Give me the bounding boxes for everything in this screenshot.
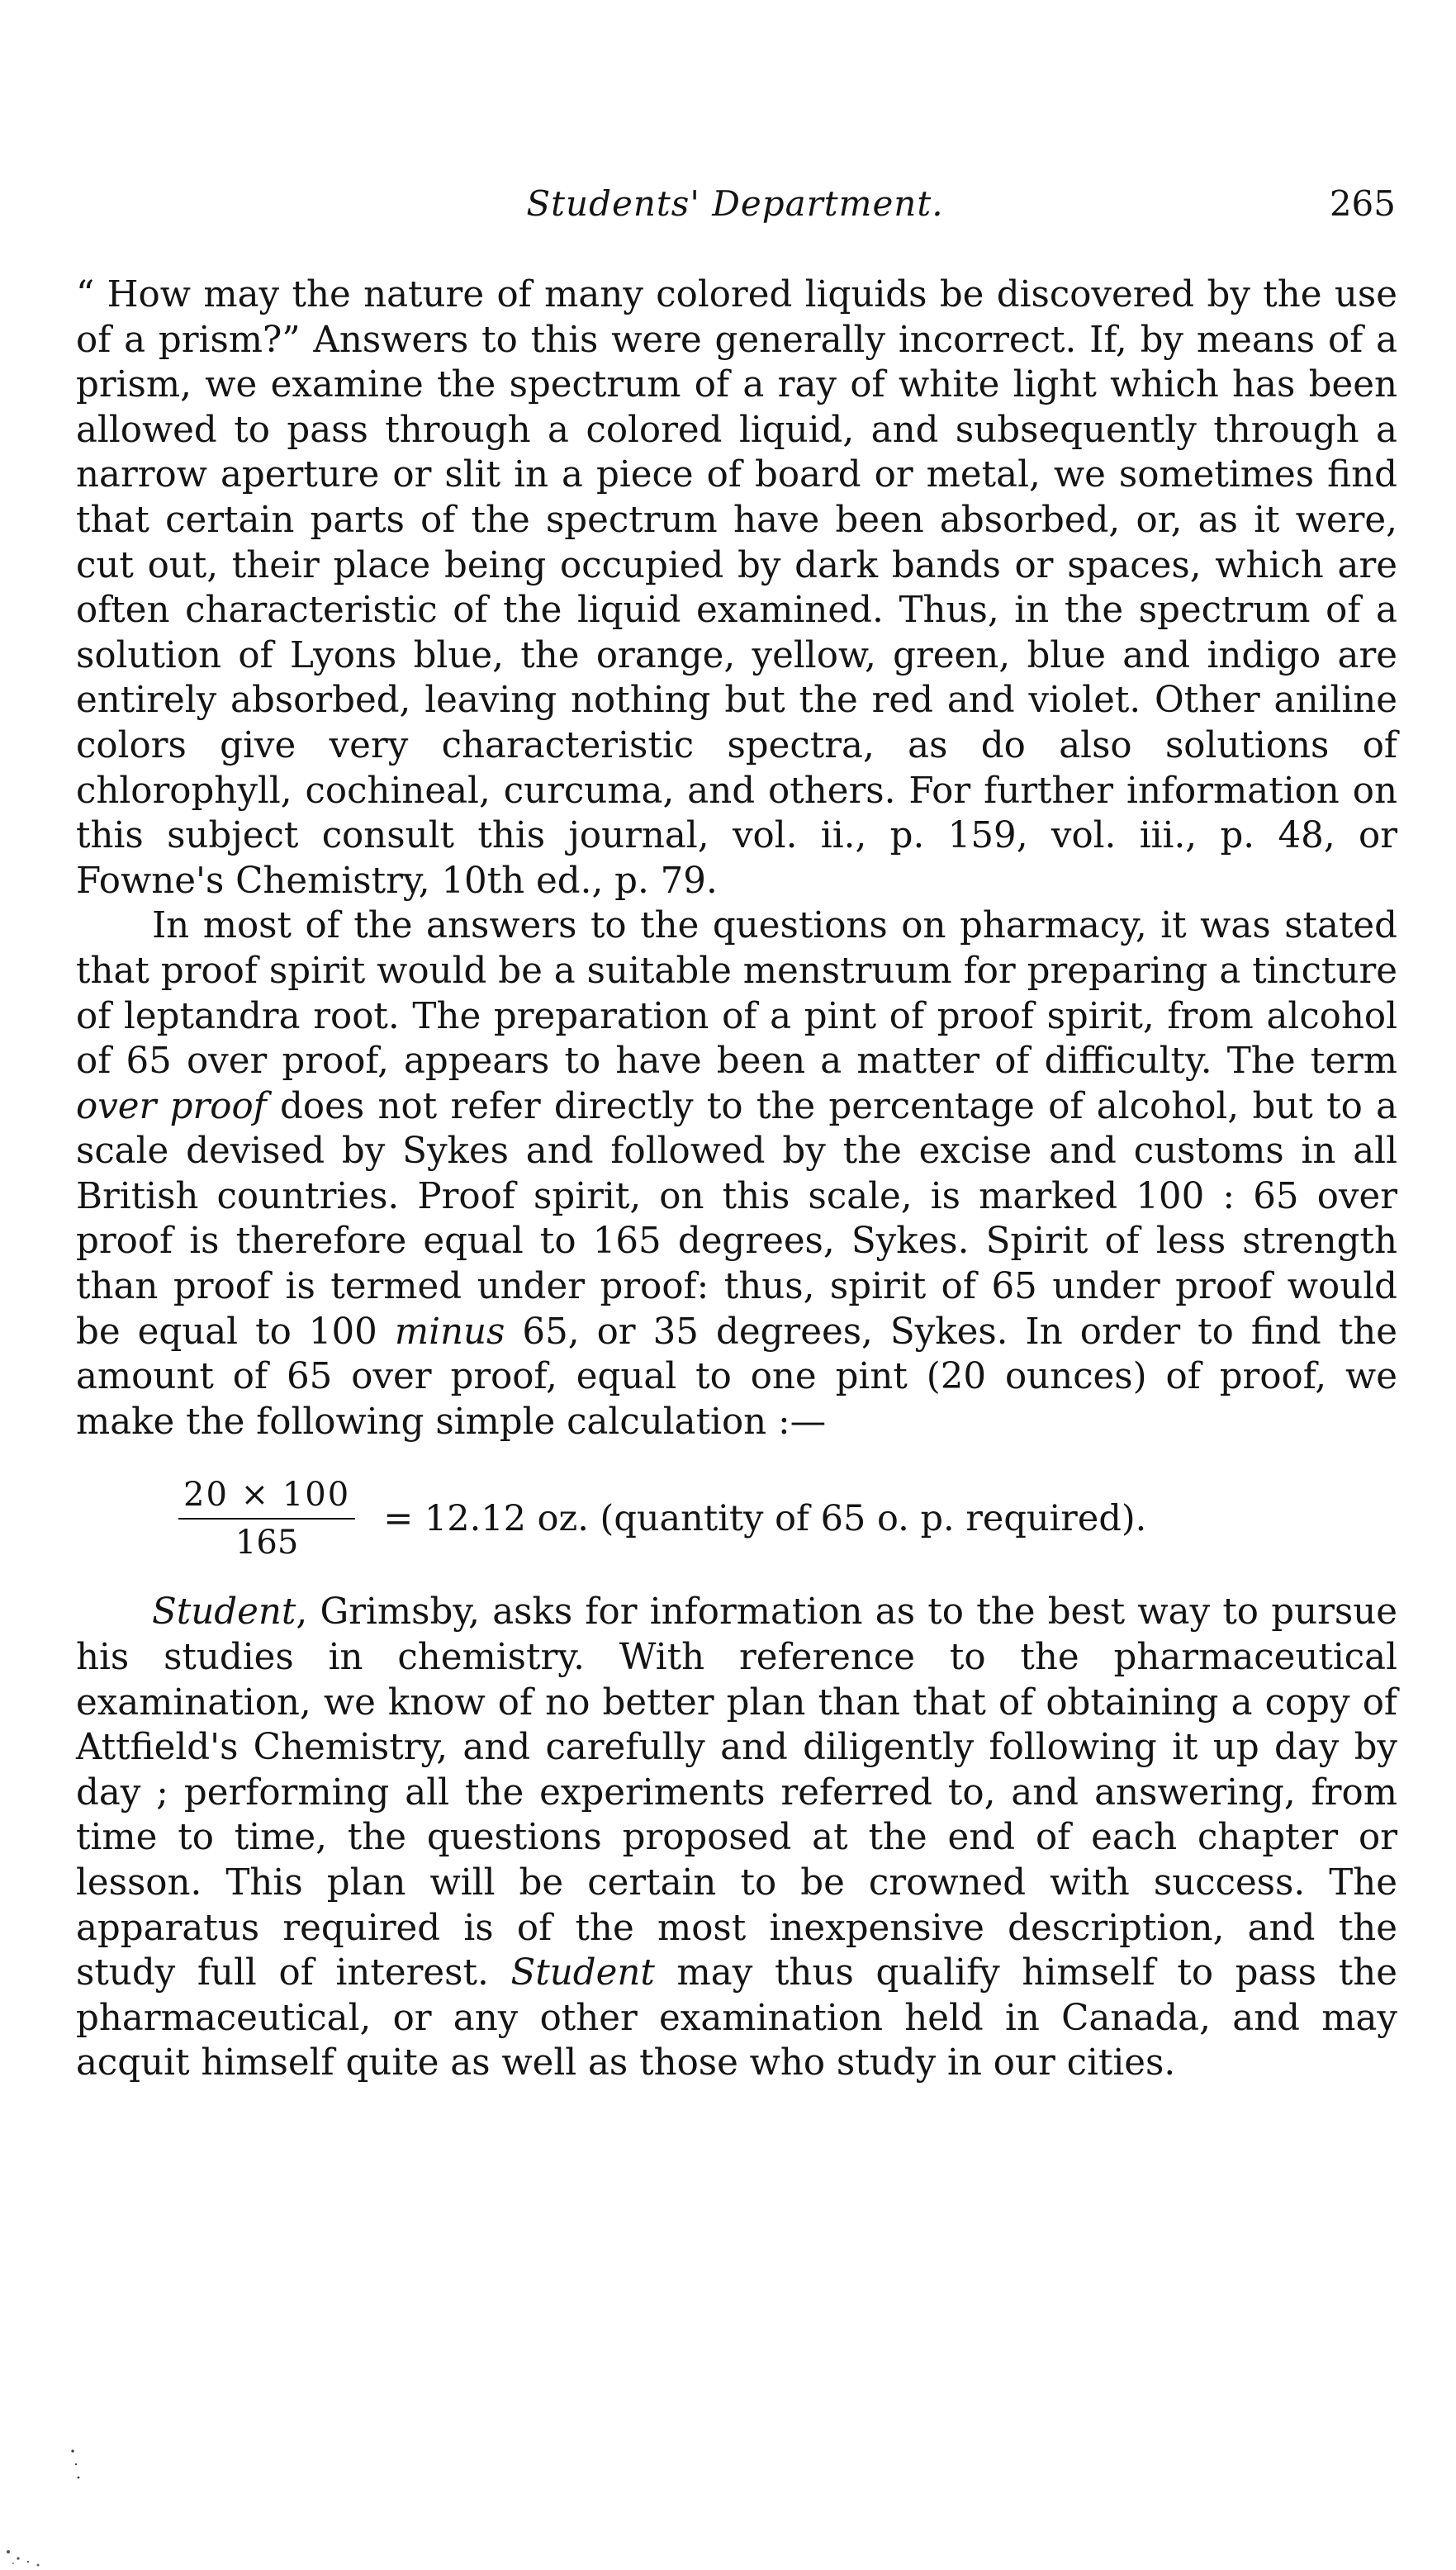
text-run: may thus qualify himself to pass the pharmaceutical, or any other examination held in Canada, and may acquit himself quite as well as those who study in our cities. [76, 1952, 1398, 2084]
running-head [74, 183, 1396, 241]
text-run: , Grimsby, asks for information as to the best way to pursue his studies in chemistry. With reference to the pharmaceutical examination, we know of no better plan than that of obtaining a copy of Attfield's Chemistry, and carefully and diligently following it up day by day ; performing all the experiments referred to, and answering, from time to time, the questions proposed at the end of each chapter or lesson. This plan will be certain to be crowned with success. The apparatus required is of the most inexpensive description, and the study full of interest. [76, 1591, 1397, 1994]
italic-text: Student [510, 1952, 655, 1994]
text-run: does not refer directly to the percentage of alcohol, but to a scale devised by Sykes and followed by the excise and customs in all British countries. Proof spirit, on this scale, is marked 100 : 65 over proof is therefore equal to 165 degrees, Sykes. Spirit of less strength than proof is termed under proof: thus, spirit of 65 under proof would be equal to 100 [76, 1085, 1398, 1353]
italic-text: over proof [76, 1085, 267, 1127]
paragraph-student-grimsby [76, 1590, 1397, 2086]
text-run: In most of the answers to the questions on pharmacy, it was stated that proof spirit would be a suitable menstruum for preparing a tincture of leptandra root. The preparation of a pint of proof spirit, from alcohol of 65 over proof, appears to have been a matter of difficulty. The term [76, 905, 1397, 1083]
paragraph-proof-spirit [76, 903, 1397, 1444]
fraction [178, 1473, 355, 1564]
calculation-formula [178, 1469, 1397, 1568]
italic-text: minus [394, 1311, 505, 1353]
running-title: Students' Department. [526, 183, 944, 224]
text-run: 65, or 35 degrees, Sykes. In order to find the amount of 65 over proof, equal to one pint (20 ounces) of proof, we make the following simple calculation :— [76, 1311, 1397, 1443]
fraction-denominator: 165 [235, 1524, 299, 1562]
paragraph-prism [76, 273, 1397, 903]
body-text [76, 273, 1397, 2086]
formula-result: = 12.12 oz. (quantity of 65 o. p. required). [383, 1498, 1147, 1540]
fraction-numerator: 20 × 100 [178, 1473, 355, 1520]
page-specks [0, 2428, 99, 2570]
page-number: 265 [1329, 183, 1396, 224]
text-run: “ How may the nature of many colored liquids be discovered by the use of a prism?” Answers to this were generally incorrect. If, by means of a prism, we examine the spectrum of a ray of white light which has been allowed to pass through a colored liquid, and subsequently through a narrow aperture or slit in a piece of board or metal, we sometimes find that certain parts of the spectrum have been absorbed, or, as it were, cut out, their place being occupied by dark bands or spaces, which are often characteristic of the liquid examined. Thus, in the spectrum of a solution of Lyons blue, the orange, yellow, green, blue and indigo are entirely absorbed, leaving nothing but the red and violet. Other aniline colors give very characteristic spectra, as do also solutions of chlorophyll, cochineal, curcuma, and others. For further information on this subject consult this journal, vol. ii., p. 159, vol. iii., p. 48, or Fowne's Chemistry, 10th ed., p. 79. [76, 274, 1397, 902]
italic-text: Student [152, 1591, 296, 1634]
